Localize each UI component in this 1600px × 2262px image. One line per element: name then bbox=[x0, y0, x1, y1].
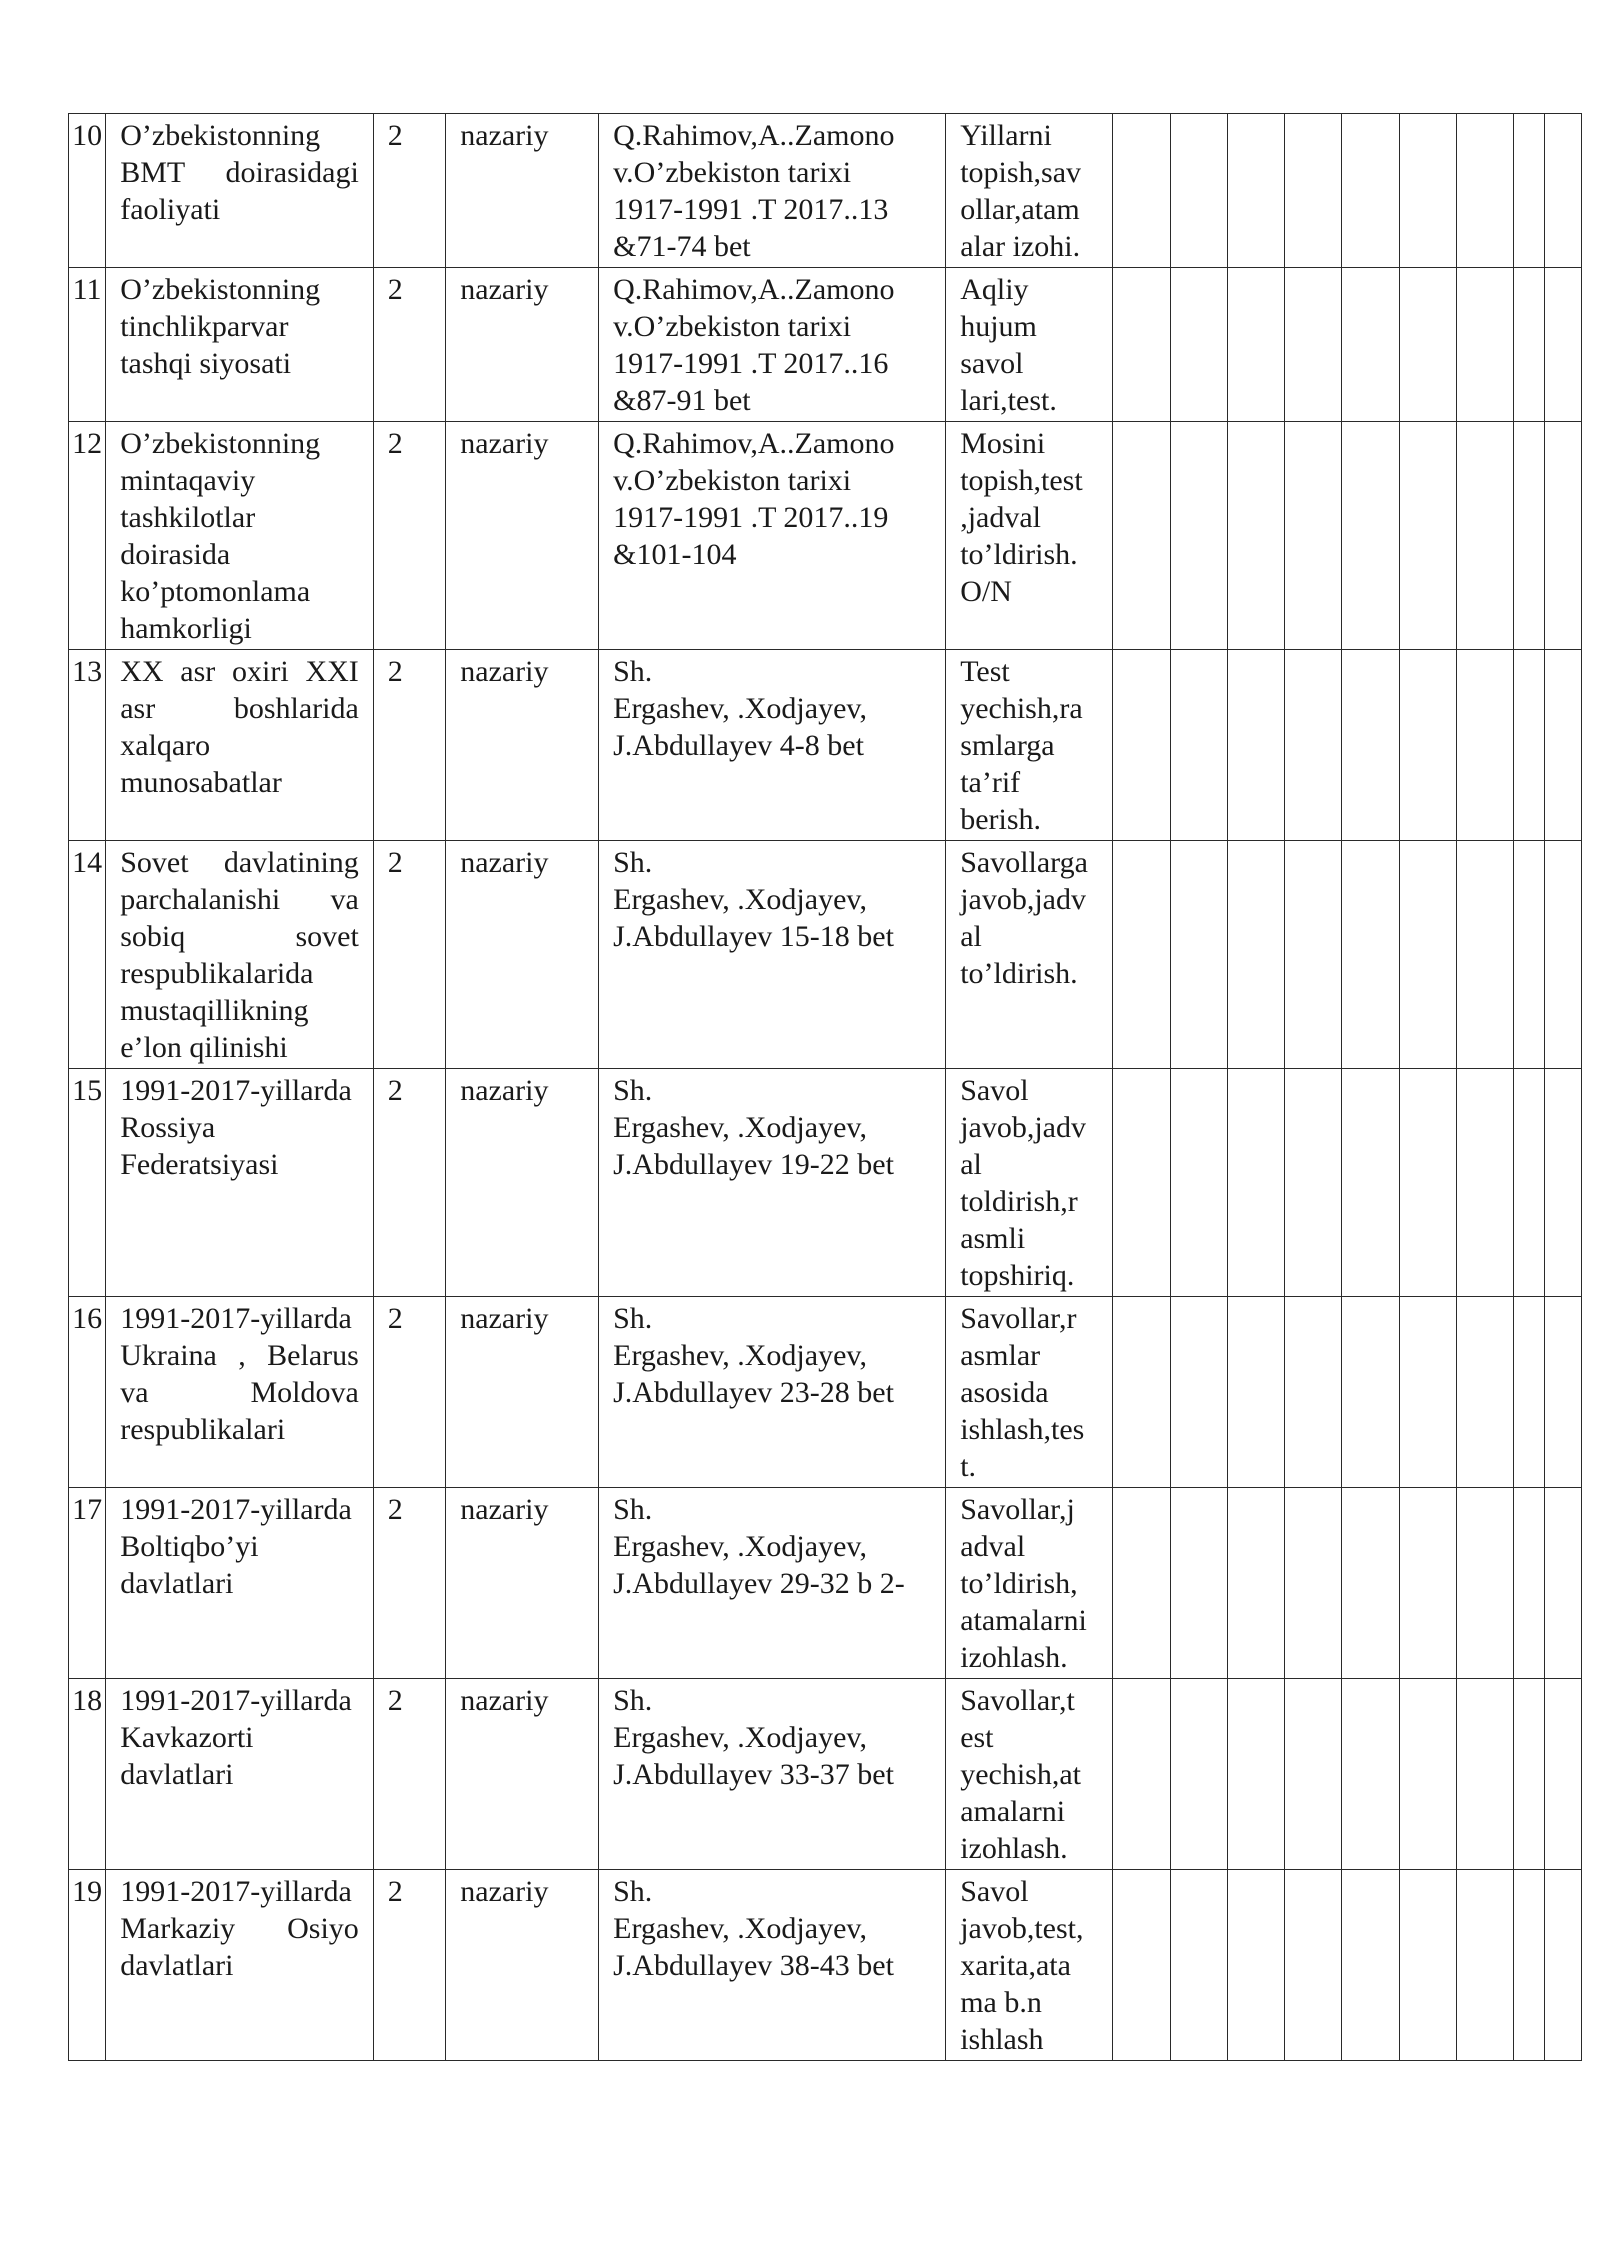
empty-cell bbox=[1399, 650, 1456, 841]
task-cell bbox=[946, 650, 1113, 841]
task-cell-line: asmlar bbox=[960, 1339, 1041, 1372]
source-cell bbox=[599, 841, 946, 1069]
topic-cell: XX asr oxiri XXI asr boshlarida xalqaro munosabatlar bbox=[106, 650, 374, 841]
source-cell-line: J.Abdullayev 38-43 bet bbox=[613, 1949, 894, 1982]
empty-cell bbox=[1514, 841, 1544, 1069]
empty-cell bbox=[1457, 1488, 1514, 1679]
empty-cell bbox=[1342, 114, 1399, 268]
task-cell-line: al bbox=[960, 1148, 982, 1181]
empty-cell bbox=[1170, 1297, 1227, 1488]
source-cell-line: J.Abdullayev 19-22 bet bbox=[613, 1148, 894, 1181]
empty-cell bbox=[1285, 114, 1342, 268]
table-row bbox=[69, 1297, 1582, 1488]
empty-cell bbox=[1170, 114, 1227, 268]
source-cell-line: Q.Rahimov,A..Zamono bbox=[613, 273, 895, 306]
task-cell-line: yechish,at bbox=[960, 1758, 1081, 1791]
task-cell-line: atamalarni bbox=[960, 1604, 1087, 1637]
empty-cell bbox=[1113, 1297, 1170, 1488]
table-row bbox=[69, 841, 1582, 1069]
hours-cell: 2 bbox=[373, 1679, 445, 1870]
empty-cell bbox=[1285, 1069, 1342, 1297]
topic-cell: Sovet davlatining parchalanishi va sobiq sovet respublikalarida mustaqillikning e’lon qilinishi bbox=[106, 841, 374, 1069]
topic-cell: 1991-2017-yillarda Boltiqbo’yi davlatlari bbox=[106, 1488, 374, 1679]
task-cell-line: amalarni bbox=[960, 1795, 1066, 1828]
row-number: 17 bbox=[69, 1488, 106, 1679]
source-cell-line: &71-74 bet bbox=[613, 230, 751, 263]
empty-cell bbox=[1342, 268, 1399, 422]
task-cell-line: ma b.n bbox=[960, 1986, 1042, 2019]
empty-cell bbox=[1457, 1297, 1514, 1488]
empty-cell bbox=[1113, 1069, 1170, 1297]
empty-cell bbox=[1170, 1488, 1227, 1679]
empty-cell bbox=[1399, 268, 1456, 422]
source-cell bbox=[599, 1297, 946, 1488]
task-cell-line: Savollar,j bbox=[960, 1493, 1075, 1526]
empty-cell bbox=[1457, 1870, 1514, 2061]
empty-cell bbox=[1170, 1870, 1227, 2061]
task-cell-line: al bbox=[960, 920, 982, 953]
task-cell-line: ishlash,tes bbox=[960, 1413, 1085, 1446]
empty-cell bbox=[1457, 422, 1514, 650]
task-cell bbox=[946, 1488, 1113, 1679]
table-row bbox=[69, 1069, 1582, 1297]
empty-cell bbox=[1227, 422, 1284, 650]
table-row bbox=[69, 1679, 1582, 1870]
source-cell-line: 1917-1991 .T 2017..19 bbox=[613, 501, 889, 534]
empty-cell bbox=[1285, 841, 1342, 1069]
lesson-type-cell: nazariy bbox=[446, 268, 599, 422]
lesson-type-cell: nazariy bbox=[446, 1069, 599, 1297]
empty-cell bbox=[1227, 841, 1284, 1069]
empty-cell bbox=[1514, 1069, 1544, 1297]
task-cell-line: ishlash bbox=[960, 2023, 1044, 2056]
empty-cell bbox=[1544, 268, 1581, 422]
empty-cell bbox=[1227, 1870, 1284, 2061]
source-cell bbox=[599, 268, 946, 422]
empty-cell bbox=[1514, 422, 1544, 650]
source-cell bbox=[599, 1679, 946, 1870]
empty-cell bbox=[1113, 1488, 1170, 1679]
source-cell-line: Sh. bbox=[613, 1493, 653, 1526]
source-cell-line: Sh. bbox=[613, 1875, 653, 1908]
topic-cell: 1991-2017-yillarda Kavkazorti davlatlari bbox=[106, 1679, 374, 1870]
empty-cell bbox=[1342, 1069, 1399, 1297]
empty-cell bbox=[1457, 1069, 1514, 1297]
empty-cell bbox=[1113, 114, 1170, 268]
source-cell-line: Q.Rahimov,A..Zamono bbox=[613, 427, 895, 460]
empty-cell bbox=[1227, 268, 1284, 422]
row-number: 12 bbox=[69, 422, 106, 650]
task-cell-line: Savollar,t bbox=[960, 1684, 1075, 1717]
task-cell-line: adval bbox=[960, 1530, 1026, 1563]
empty-cell bbox=[1514, 1488, 1544, 1679]
hours-cell: 2 bbox=[373, 1488, 445, 1679]
task-cell-line: javob,jadv bbox=[960, 1111, 1086, 1144]
source-cell-line: J.Abdullayev 15-18 bet bbox=[613, 920, 894, 953]
task-cell bbox=[946, 114, 1113, 268]
lesson-plan-body bbox=[69, 114, 1582, 2061]
source-cell-line: v.O’zbekiston tarixi bbox=[613, 156, 852, 189]
task-cell-line: to’ldirish, bbox=[960, 1567, 1078, 1600]
row-number: 13 bbox=[69, 650, 106, 841]
empty-cell bbox=[1342, 841, 1399, 1069]
source-cell-line: &101-104 bbox=[613, 538, 737, 571]
empty-cell bbox=[1227, 114, 1284, 268]
empty-cell bbox=[1170, 1679, 1227, 1870]
topic-cell: O’zbekistonning BMT doirasidagi faoliyati bbox=[106, 114, 374, 268]
empty-cell bbox=[1227, 1069, 1284, 1297]
source-cell bbox=[599, 1870, 946, 2061]
row-number: 10 bbox=[69, 114, 106, 268]
hours-cell: 2 bbox=[373, 114, 445, 268]
empty-cell bbox=[1113, 422, 1170, 650]
source-cell-line: 1917-1991 .T 2017..16 bbox=[613, 347, 889, 380]
lesson-plan-table bbox=[68, 113, 1582, 2061]
row-number: 14 bbox=[69, 841, 106, 1069]
empty-cell bbox=[1457, 114, 1514, 268]
empty-cell bbox=[1544, 1870, 1581, 2061]
source-cell-line: Ergashev, .Xodjayev, bbox=[613, 1721, 867, 1754]
empty-cell bbox=[1457, 268, 1514, 422]
empty-cell bbox=[1514, 1870, 1544, 2061]
empty-cell bbox=[1544, 841, 1581, 1069]
task-cell-line: yechish,ra bbox=[960, 692, 1083, 725]
topic-cell: 1991-2017-yillarda Rossiya Federatsiyasi bbox=[106, 1069, 374, 1297]
task-cell-line: berish. bbox=[960, 803, 1042, 836]
source-cell bbox=[599, 422, 946, 650]
empty-cell bbox=[1342, 422, 1399, 650]
hours-cell: 2 bbox=[373, 268, 445, 422]
lesson-type-cell: nazariy bbox=[446, 650, 599, 841]
empty-cell bbox=[1227, 1488, 1284, 1679]
task-cell-line: topish,test bbox=[960, 464, 1083, 497]
topic-cell: O’zbekistonning tinchlikparvar tashqi siyosati bbox=[106, 268, 374, 422]
task-cell-line: izohlash. bbox=[960, 1641, 1068, 1674]
task-cell-line: asosida bbox=[960, 1376, 1049, 1409]
empty-cell bbox=[1514, 1297, 1544, 1488]
hours-cell: 2 bbox=[373, 1069, 445, 1297]
source-cell bbox=[599, 1488, 946, 1679]
empty-cell bbox=[1170, 841, 1227, 1069]
task-cell bbox=[946, 841, 1113, 1069]
empty-cell bbox=[1342, 1488, 1399, 1679]
empty-cell bbox=[1514, 1679, 1544, 1870]
table-row bbox=[69, 1488, 1582, 1679]
task-cell bbox=[946, 422, 1113, 650]
task-cell-line: izohlash. bbox=[960, 1832, 1068, 1865]
task-cell-line: ,jadval bbox=[960, 501, 1041, 534]
task-cell bbox=[946, 1870, 1113, 2061]
hours-cell: 2 bbox=[373, 1870, 445, 2061]
row-number: 18 bbox=[69, 1679, 106, 1870]
empty-cell bbox=[1170, 422, 1227, 650]
empty-cell bbox=[1170, 650, 1227, 841]
source-cell-line: Ergashev, .Xodjayev, bbox=[613, 1111, 867, 1144]
task-cell-line: topshiriq. bbox=[960, 1259, 1075, 1292]
source-cell-line: J.Abdullayev 33-37 bet bbox=[613, 1758, 894, 1791]
task-cell-line: javob,jadv bbox=[960, 883, 1086, 916]
empty-cell bbox=[1544, 114, 1581, 268]
topic-cell: O’zbekistonning mintaqaviy tashkilotlar doirasida ko’ptomonlama hamkorligi bbox=[106, 422, 374, 650]
empty-cell bbox=[1113, 1870, 1170, 2061]
source-cell-line: Sh. bbox=[613, 655, 653, 688]
task-cell-line: javob,test, bbox=[960, 1912, 1084, 1945]
task-cell-line: t. bbox=[960, 1450, 977, 1483]
task-cell-line: Test bbox=[960, 655, 1010, 688]
empty-cell bbox=[1227, 1679, 1284, 1870]
source-cell-line: Sh. bbox=[613, 1302, 653, 1335]
table-row bbox=[69, 1870, 1582, 2061]
empty-cell bbox=[1399, 1488, 1456, 1679]
source-cell-line: Ergashev, .Xodjayev, bbox=[613, 1339, 867, 1372]
task-cell-line: alar izohi. bbox=[960, 230, 1081, 263]
lesson-type-cell: nazariy bbox=[446, 1870, 599, 2061]
lesson-type-cell: nazariy bbox=[446, 1297, 599, 1488]
empty-cell bbox=[1342, 1297, 1399, 1488]
source-cell-line: v.O’zbekiston tarixi bbox=[613, 310, 852, 343]
lesson-type-cell: nazariy bbox=[446, 422, 599, 650]
source-cell bbox=[599, 650, 946, 841]
source-cell-line: &87-91 bet bbox=[613, 384, 751, 417]
empty-cell bbox=[1285, 1679, 1342, 1870]
task-cell-line: Mosini bbox=[960, 427, 1046, 460]
empty-cell bbox=[1170, 268, 1227, 422]
empty-cell bbox=[1113, 268, 1170, 422]
task-cell-line: lari,test. bbox=[960, 384, 1057, 417]
task-cell-line: xarita,ata bbox=[960, 1949, 1071, 1982]
empty-cell bbox=[1544, 1297, 1581, 1488]
empty-cell bbox=[1285, 422, 1342, 650]
lesson-type-cell: nazariy bbox=[446, 1488, 599, 1679]
source-cell-line: Sh. bbox=[613, 1074, 653, 1107]
task-cell-line: Savollar,r bbox=[960, 1302, 1077, 1335]
source-cell-line: Ergashev, .Xodjayev, bbox=[613, 1530, 867, 1563]
source-cell-line: Ergashev, .Xodjayev, bbox=[613, 1912, 867, 1945]
empty-cell bbox=[1285, 1297, 1342, 1488]
task-cell-line: to’ldirish. bbox=[960, 538, 1078, 571]
empty-cell bbox=[1399, 1870, 1456, 2061]
empty-cell bbox=[1285, 1488, 1342, 1679]
row-number: 16 bbox=[69, 1297, 106, 1488]
empty-cell bbox=[1457, 1679, 1514, 1870]
lesson-type-cell: nazariy bbox=[446, 114, 599, 268]
source-cell-line: J.Abdullayev 29-32 b 2- bbox=[613, 1567, 905, 1600]
empty-cell bbox=[1342, 1870, 1399, 2061]
empty-cell bbox=[1514, 268, 1544, 422]
task-cell-line: Savol bbox=[960, 1875, 1029, 1908]
empty-cell bbox=[1457, 650, 1514, 841]
empty-cell bbox=[1113, 841, 1170, 1069]
lesson-type-cell: nazariy bbox=[446, 1679, 599, 1870]
empty-cell bbox=[1399, 841, 1456, 1069]
task-cell-line: ollar,atam bbox=[960, 193, 1080, 226]
task-cell bbox=[946, 1297, 1113, 1488]
hours-cell: 2 bbox=[373, 650, 445, 841]
task-cell-line: smlarga bbox=[960, 729, 1055, 762]
empty-cell bbox=[1544, 1679, 1581, 1870]
empty-cell bbox=[1113, 650, 1170, 841]
source-cell-line: Sh. bbox=[613, 846, 653, 879]
empty-cell bbox=[1285, 268, 1342, 422]
empty-cell bbox=[1227, 650, 1284, 841]
hours-cell: 2 bbox=[373, 841, 445, 1069]
table-row bbox=[69, 650, 1582, 841]
empty-cell bbox=[1544, 1488, 1581, 1679]
empty-cell bbox=[1544, 1069, 1581, 1297]
task-cell-line: Aqliy bbox=[960, 273, 1029, 306]
empty-cell bbox=[1399, 1069, 1456, 1297]
empty-cell bbox=[1399, 114, 1456, 268]
source-cell-line: Ergashev, .Xodjayev, bbox=[613, 692, 867, 725]
row-number: 19 bbox=[69, 1870, 106, 2061]
source-cell bbox=[599, 114, 946, 268]
lesson-type-cell: nazariy bbox=[446, 841, 599, 1069]
task-cell-line: toldirish,r bbox=[960, 1185, 1078, 1218]
task-cell bbox=[946, 1679, 1113, 1870]
empty-cell bbox=[1342, 1679, 1399, 1870]
task-cell bbox=[946, 1069, 1113, 1297]
topic-cell: 1991-2017-yillarda Ukraina , Belarus va Moldova respublikalari bbox=[106, 1297, 374, 1488]
task-cell-line: savol bbox=[960, 347, 1024, 380]
task-cell-line: est bbox=[960, 1721, 994, 1754]
task-cell bbox=[946, 268, 1113, 422]
table-row bbox=[69, 114, 1582, 268]
source-cell-line: Q.Rahimov,A..Zamono bbox=[613, 119, 895, 152]
empty-cell bbox=[1544, 650, 1581, 841]
empty-cell bbox=[1399, 1679, 1456, 1870]
source-cell-line: v.O’zbekiston tarixi bbox=[613, 464, 852, 497]
empty-cell bbox=[1285, 650, 1342, 841]
table-row bbox=[69, 422, 1582, 650]
empty-cell bbox=[1514, 114, 1544, 268]
row-number: 15 bbox=[69, 1069, 106, 1297]
empty-cell bbox=[1285, 1870, 1342, 2061]
empty-cell bbox=[1170, 1069, 1227, 1297]
hours-cell: 2 bbox=[373, 422, 445, 650]
source-cell bbox=[599, 1069, 946, 1297]
source-cell-line: J.Abdullayev 23-28 bet bbox=[613, 1376, 894, 1409]
empty-cell bbox=[1544, 422, 1581, 650]
empty-cell bbox=[1514, 650, 1544, 841]
task-cell-line: Yillarni bbox=[960, 119, 1052, 152]
source-cell-line: 1917-1991 .T 2017..13 bbox=[613, 193, 889, 226]
task-cell-line: ta’rif bbox=[960, 766, 1021, 799]
task-cell-line: to’ldirish. bbox=[960, 957, 1078, 990]
hours-cell: 2 bbox=[373, 1297, 445, 1488]
empty-cell bbox=[1342, 650, 1399, 841]
topic-cell: 1991-2017-yillarda Markaziy Osiyo davlatlari bbox=[106, 1870, 374, 2061]
source-cell-line: Ergashev, .Xodjayev, bbox=[613, 883, 867, 916]
task-cell-line: O/N bbox=[960, 575, 1012, 608]
empty-cell bbox=[1227, 1297, 1284, 1488]
task-cell-line: asmli bbox=[960, 1222, 1026, 1255]
task-cell-line: Savol bbox=[960, 1074, 1029, 1107]
row-number: 11 bbox=[69, 268, 106, 422]
empty-cell bbox=[1399, 1297, 1456, 1488]
empty-cell bbox=[1113, 1679, 1170, 1870]
task-cell-line: topish,sav bbox=[960, 156, 1082, 189]
task-cell-line: Savollarga bbox=[960, 846, 1088, 879]
source-cell-line: J.Abdullayev 4-8 bet bbox=[613, 729, 864, 762]
empty-cell bbox=[1457, 841, 1514, 1069]
source-cell-line: Sh. bbox=[613, 1684, 653, 1717]
table-row bbox=[69, 268, 1582, 422]
empty-cell bbox=[1399, 422, 1456, 650]
task-cell-line: hujum bbox=[960, 310, 1037, 343]
